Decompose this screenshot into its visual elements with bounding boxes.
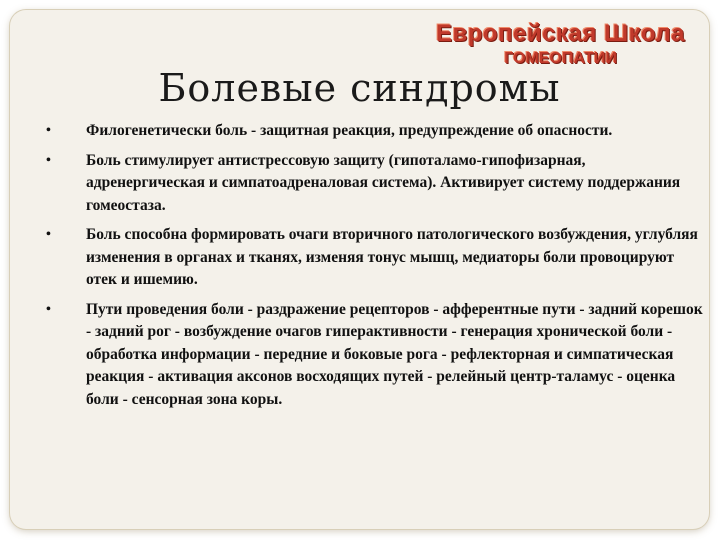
logo-line-school: Европейская Школа — [435, 20, 685, 47]
bullet-marker: • — [46, 227, 51, 242]
school-logo — [436, 22, 685, 67]
bullet-text: Боль способна формировать очаги вторичного патологического возбуждения, углубляя изменения в органах и тканях, изменяя тонус мышц, медиаторы боли провоцируют отек и ишемию. — [86, 226, 698, 288]
bullet-marker: • — [46, 152, 51, 168]
bullet-marker: • — [46, 123, 51, 138]
bullet-marker: • — [46, 301, 51, 317]
slide-title: Болевые синдромы — [158, 66, 561, 110]
bullet-list — [46, 120, 706, 418]
bullet-item-antistress — [46, 150, 706, 218]
logo-line-homeopathy: ГОМЕОПАТИИ — [504, 50, 617, 67]
bullet-item-pain-pathways — [46, 299, 706, 412]
bullet-item-phylogenetic — [46, 120, 706, 143]
bullet-text: Пути проведения боли - раздражение рецепторов - афферентные пути - задний корешок - задний рог - возбуждение очагов гиперактивности - генерация хронической боли - обработка информации - передние и боковые рога - рефлекторная и симпатическая реакция - активация аксонов восходящих путей - релейный центр-таламус - оценка боли - сенсорная зона коры. — [86, 300, 703, 408]
bullet-text: Боль стимулирует антистрессовую защиту (гипоталамо-гипофизарная, адренергическая и симпатоадреналовая система). Активирует систему поддержания гомеостаза. — [86, 151, 681, 214]
slide-panel — [10, 10, 709, 529]
bullet-text: Филогенетически боль - защитная реакция, предупреждение об опасности. — [86, 122, 613, 139]
bullet-item-secondary-foci — [46, 224, 706, 292]
